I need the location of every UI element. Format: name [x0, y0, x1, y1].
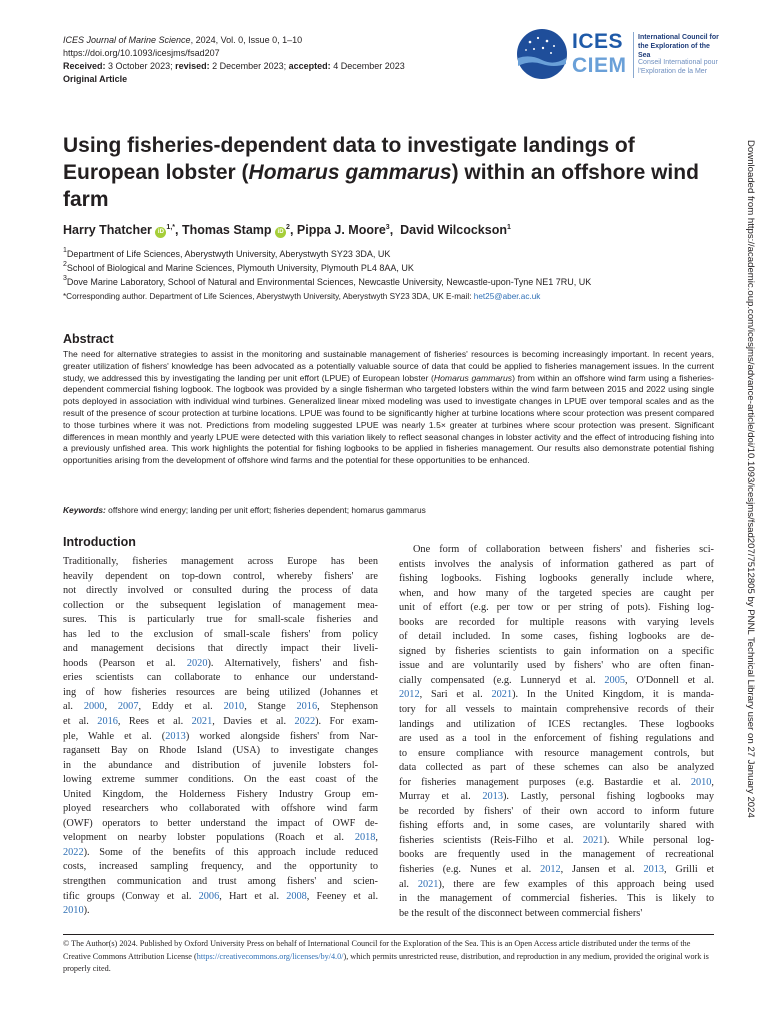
text-line [399, 834, 714, 849]
text-run: ragansett Bay on Rhode Island (USA) to investigate changes [63, 745, 378, 757]
text-line [399, 761, 714, 776]
text-line [63, 671, 378, 686]
text-run: , Eddy et al. [138, 701, 224, 713]
citation-link[interactable]: 2018 [354, 832, 376, 844]
text-run: ). Some of the benefits of this approach include reduced [83, 846, 378, 858]
text-line [63, 730, 378, 745]
text-run: of detail included. In some cases, fishing logbooks are de- [399, 631, 714, 643]
text-run: ployed researchers who collaborated with offshore wind farm [63, 803, 378, 815]
received-label: Received: [63, 61, 106, 71]
citation-link[interactable]: 2016 [97, 716, 118, 728]
article-type: Original Article [63, 74, 128, 84]
text-run: not directly involved or consulted during the process of data [63, 585, 378, 597]
corresponding-author: *Corresponding author. Department of Life Sciences, Aberystwyth University, Aberystwyth SY23 3DA, UK E-mail: het25@aber.ac.uk [63, 292, 541, 301]
citation-link[interactable]: 2000 [83, 701, 105, 713]
text-run: al. [63, 701, 84, 713]
text-run: issue and are voluntarily used by fishers' who are often finan- [399, 660, 714, 672]
affiliation-item: $^2$School of Biological and Marine Sciences, Plymouth University, Plymouth PL4 8AA, UK [63, 261, 414, 273]
text-run: collection or the subsequent legislation of management mea- [63, 599, 378, 611]
text-line [63, 700, 378, 715]
citation-link[interactable]: 2010 [63, 905, 84, 917]
text-run: tific groups (Conway et al. [63, 890, 199, 902]
text-line [63, 584, 378, 599]
text-run: tory for all vessels to maintain comprehensive records of their [399, 704, 714, 716]
body-column-left [63, 555, 378, 919]
article-title: Using fisheries-dependent data to investigate landings of European lobster (Homarus gammarus) within an offshore wind farm [63, 134, 699, 211]
citation-link[interactable]: 2013 [482, 791, 503, 803]
citation-link[interactable]: 2005 [604, 674, 625, 686]
logo-divider [633, 32, 634, 78]
text-line [63, 831, 378, 846]
text-line [399, 776, 714, 791]
citation-link[interactable]: 2013 [643, 864, 665, 876]
text-run: books are recorded for multiple reasons with varying levels [399, 616, 714, 628]
citation-link[interactable]: 2016 [296, 701, 318, 713]
text-run: et al. [63, 716, 98, 728]
article-metadata [63, 34, 405, 86]
ices-wordmark: ICES [572, 30, 624, 53]
orcid-icon[interactable]: iD [155, 227, 166, 238]
text-run: in the abundance and distribution of juvenile lobsters fol- [63, 759, 378, 771]
journal-issue: , 2024, Vol. 0, Issue 0, 1–10 [190, 35, 303, 45]
logo-english-name: International Council for the Exploration of the Sea [638, 34, 719, 59]
text-run: be the result of the disconnect between commercial fishers' [399, 907, 643, 919]
citation-link[interactable]: 2012 [540, 864, 561, 876]
citation-link[interactable]: 2008 [286, 890, 307, 902]
text-line [399, 718, 714, 733]
text-run: ). [83, 905, 90, 917]
affiliations [63, 247, 591, 289]
text-line [399, 616, 714, 631]
text-run: books are frequently used in the management of recreational [399, 849, 714, 861]
affiliation-item: $^3$Dove Marine Laboratory, School of Natural and Environmental Sciences, Newcastle University, Newcastle-upon-Tyne NE1 7RU, UK [63, 275, 592, 287]
author-name[interactable]: Harry Thatcher [63, 223, 152, 237]
text-run: sures. This is particularly true for small-scale fisheries and [63, 614, 378, 626]
text-run: has led to the exclusion of small-scale fishers' from policy [63, 628, 378, 640]
text-line [399, 659, 714, 674]
text-run: , Hart et al. [219, 890, 287, 902]
text-line [63, 642, 378, 657]
text-line [399, 587, 714, 602]
doi-link[interactable]: https://doi.org/10.1093/icesjms/fsad207 [63, 48, 220, 58]
text-run: signed by fisheries scientists to gain information on a specific [399, 645, 714, 657]
text-run: Murray et al. [399, 791, 483, 803]
text-run: ). Lastly, personal fishing logbooks may [502, 791, 714, 803]
text-line [399, 790, 714, 805]
text-line [63, 715, 378, 730]
email-link[interactable]: het25@aber.ac.uk [473, 292, 541, 301]
received-date: 3 October 2023; [105, 61, 173, 71]
text-run: for fisheries management purposes (e.g. Bastardie et al. [399, 776, 691, 788]
text-run: to ensure compliance with resource management controls, but [399, 747, 714, 759]
author-name[interactable]: David Wilcockson [400, 223, 507, 237]
citation-link[interactable]: 2012 [399, 689, 420, 701]
text-run: be recorded by fishers' of their own accord to inform future [399, 805, 714, 817]
orcid-icon[interactable]: iD [275, 227, 286, 238]
text-run: heavily dependent on top-down control, whereby fishers' are [63, 570, 378, 582]
citation-link[interactable]: 2021 [491, 689, 513, 701]
text-run: are used as a tool in the enforcement of fishing regulations and [399, 733, 714, 745]
text-run: velopment on nearby lobster populations (Roach et al. [63, 832, 355, 844]
text-line [63, 613, 378, 628]
abstract-heading: Abstract [63, 332, 114, 346]
footer-rule [63, 934, 714, 935]
text-run: ). While personal log- [603, 834, 714, 846]
license-link[interactable]: https://creativecommons.org/licenses/by/4.0/ [196, 951, 344, 961]
text-run: hoods (Pearson et al. [63, 657, 187, 669]
citation-link[interactable]: 2010 [223, 701, 245, 713]
ices-emblem-icon [516, 28, 568, 80]
text-line [399, 630, 714, 645]
text-run: ple, Wahle et al. ( [63, 730, 166, 742]
text-line [63, 686, 378, 701]
text-line [399, 848, 714, 863]
text-line [399, 907, 714, 922]
text-run: , Sari et al. [419, 689, 492, 701]
text-line [63, 904, 378, 919]
text-run: United Kingdom, the Holderness Fishery Industry Group em- [63, 788, 378, 800]
text-run: fishing logbooks. Fishing logbooks generally include where, [399, 573, 714, 585]
citation-link[interactable]: 2007 [117, 701, 139, 713]
introduction-heading: Introduction [63, 535, 136, 549]
text-line [63, 555, 378, 570]
text-run: ing of how fisheries resources are being utilized (Johannes et [63, 686, 378, 698]
journal-name: ICES Journal of Marine Science [63, 35, 191, 45]
text-line [63, 802, 378, 817]
text-line [399, 892, 714, 907]
text-run: , Grilli et [664, 864, 714, 876]
text-line [63, 599, 378, 614]
text-run: One form of collaboration between fishers' and fisheries sci- [413, 544, 714, 555]
text-line [63, 628, 378, 643]
text-line [399, 601, 714, 616]
text-line [63, 570, 378, 585]
ciem-wordmark: CIEM [572, 54, 627, 77]
text-run: when, and how many of the targeted species are caught per [399, 587, 714, 599]
text-run: , [711, 776, 714, 788]
text-run: , [375, 832, 378, 844]
text-line [63, 759, 378, 774]
keywords: Keywords: offshore wind energy; landing per unit effort; fisheries dependent; homarus gammarus [63, 505, 426, 515]
text-run: ), there are few examples of this approach being used [438, 878, 714, 890]
abstract-text: The need for alternative strategies to assist in the monitoring and sustainable management of fisheries' resources is becoming increasingly important. In recent years, greater utilization of fishers' knowledge has been advocated as a potentially valuable source of data that could be applied to fisheries management issues. In the current study, we addressed this by investigating the landing per unit effort (LPUE) of European lobster (Homarus gammarus) from within an offshore wind farm using a fisheries-dependent commercial fishing logbook. The logbook was provided by a single fisherman who targeted lobsters within the wind farm between 2015 and 2022 using single pots deployed in association with individual wind turbines. Generalized linear mixed modeling was used to investigate changes in LPUE over temporal scales and as the result of the presence of scour protection at turbine locations. LPUE was found to be significantly higher at turbine locations where scour protection was present compared to those turbines where it was not. Predictions from modeling suggested LPUE was nearly 1.5× greater at turbines where scour protection was present. Significant differences in mean monthly and yearly LPUE were detected with this variation likely to reflect seasonal changes in lobster activity and the effect of introducing fishing into a previously unfished area. This work highlights the potential for fishing logbooks to be applied in fisheries management. Our results also demonstrate potential fishing opportunities arising from the development of offshore wind farms and the potential for these opportunities to be enhanced. [63, 349, 715, 466]
text-run: cially compensated (e.g. Lunneryd et al. [399, 674, 605, 686]
download-sidebar: Downloaded from https://academic.oup.com/icesjms/advance-article/doi/10.1093/icesjms/fsad207/7512805 by PNNL Technical Library user on 27 January 2024 [745, 140, 756, 818]
text-run: , [104, 701, 118, 713]
text-line [63, 744, 378, 759]
text-line [399, 878, 714, 893]
text-run: ) worked alongside fishers' from Nar- [185, 730, 378, 742]
text-line [399, 645, 714, 660]
text-run: fisheries scientists (Reis-Filho et al. [399, 834, 583, 846]
text-line [399, 819, 714, 834]
text-run: strengthen communication and trust among fishers' and scien- [63, 876, 378, 888]
text-run: data collected as part of these schemes can also be analyzed [399, 762, 714, 774]
text-run: and management decisions that directly impact their liveli- [63, 643, 378, 655]
citation-link[interactable]: 2006 [198, 890, 220, 902]
text-run: costs, increased sampling frequency, and the opportunity to [63, 861, 378, 873]
text-run: ). Alternatively, fishers' and fish- [207, 657, 378, 669]
text-run: ). In the United Kingdom, it is manda- [512, 689, 714, 701]
citation-link[interactable]: 2022 [63, 846, 84, 858]
text-run: fisheries (e.g. Nunes et al. [399, 864, 541, 876]
text-run: in the management of commercial fisheries. This is likely to [399, 893, 714, 905]
affiliation-item: $^1$Department of Life Sciences, Aberystwyth University, Aberystwyth SY23 3DA, UK [63, 247, 391, 259]
text-run: , Stephenson [317, 701, 378, 713]
text-line [63, 846, 378, 861]
revised-label: revised: [172, 61, 210, 71]
text-line [399, 674, 714, 689]
accepted-date: 4 December 2023 [330, 61, 405, 71]
text-line [63, 890, 378, 905]
text-run: , Davies et al. [212, 716, 295, 728]
text-line [399, 805, 714, 820]
citation-link[interactable]: 2020 [186, 657, 208, 669]
accepted-label: accepted: [286, 61, 331, 71]
body-column-right [399, 543, 714, 921]
author-name[interactable]: Thomas Stamp [181, 223, 272, 237]
text-line [63, 773, 378, 788]
text-run: entists involves the analysis of information gathered as part of [399, 558, 714, 570]
text-line [63, 860, 378, 875]
citation-link[interactable]: 2021 [582, 834, 604, 846]
text-line [399, 747, 714, 762]
text-run: lowing extreme summer conditions. On the east coast of the [63, 774, 378, 786]
text-run: fishing efforts and, in some cases, are voluntarily shared with [399, 820, 714, 832]
text-line [63, 817, 378, 832]
text-line [399, 543, 714, 558]
revised-date: 2 December 2023; [209, 61, 287, 71]
text-run: (OWF) operators to better understand the impact of OWF de- [63, 817, 378, 829]
text-line [399, 703, 714, 718]
citation-link[interactable]: 2022 [294, 716, 316, 728]
citation-link[interactable]: 2013 [165, 730, 186, 742]
text-run: , Jansen et al. [560, 864, 644, 876]
text-run: ). For exam- [315, 716, 379, 728]
citation-link[interactable]: 2021 [191, 716, 213, 728]
text-run: Traditionally, fisheries management across Europe has been [63, 556, 378, 567]
citation-link[interactable]: 2021 [417, 878, 439, 890]
author-name[interactable]: Pippa J. Moore [296, 223, 386, 237]
text-line [399, 572, 714, 587]
text-run: , O'Donnell et al. [625, 674, 714, 686]
text-line [399, 688, 714, 703]
license-footer: © The Author(s) 2024. Published by Oxford University Press on behalf of International Council for the Exploration of the Sea. This is an Open Access article distributed under the terms of the Creative Commons Attribution License (https://creativecommons.org/licenses/by/4.0/), which permits unrestricted reuse, distribution, and reproduction in any medium, provided the original work is properly cited. [63, 939, 709, 973]
text-line [63, 875, 378, 890]
text-line [399, 732, 714, 747]
author-list: Harry Thatcher $iD^{1,*}$, Thomas Stamp $iD^2$, Pippa J. Moore$^3$, David Wilcockson$^1$ [63, 223, 511, 237]
text-run: , Rees et al. [117, 716, 192, 728]
text-run: , Stange [244, 701, 297, 713]
text-line [63, 788, 378, 803]
text-run: eries scientists can collaborate to enhance our understand- [63, 672, 378, 684]
text-line [63, 657, 378, 672]
citation-link[interactable]: 2010 [690, 776, 712, 788]
text-run: , Feeney et al. [306, 890, 379, 902]
ices-logo [516, 28, 721, 84]
text-line [399, 863, 714, 878]
text-run: al. [399, 878, 418, 890]
text-run: unit of effort (e.g. per tow or per string of pots). Fishing log- [399, 602, 714, 614]
text-run: landings and utilization of ICES rectangles. These logbooks [399, 718, 714, 730]
text-line [399, 558, 714, 573]
logo-french-name: Conseil International pour l'Exploration de la Mer [638, 59, 718, 75]
